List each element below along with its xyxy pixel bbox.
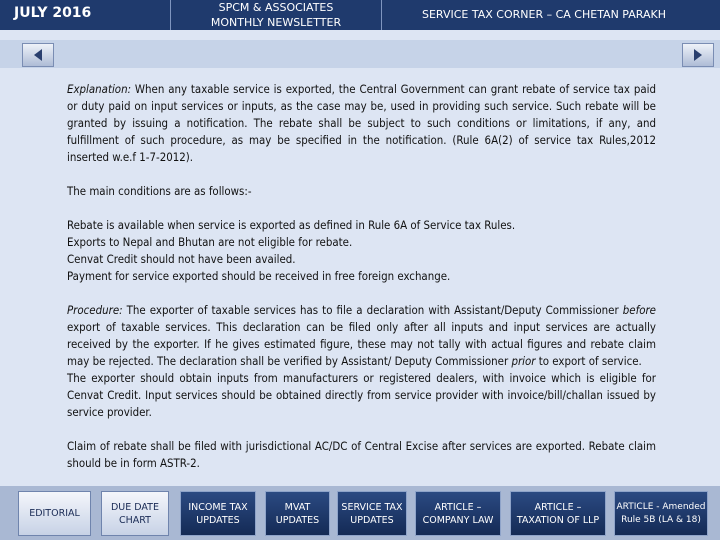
explanation-label: Explanation: <box>67 82 132 96</box>
conditions-heading: The main conditions are as follows:- <box>67 184 252 198</box>
article-taxation-llp-button[interactable]: ARTICLE – TAXATION OF LLP <box>510 491 606 536</box>
header-bar <box>0 0 720 30</box>
procedure-prior: prior <box>511 354 536 368</box>
service-tax-updates-button[interactable]: SERVICE TAX UPDATES <box>337 491 407 536</box>
service-tax-label: SERVICE TAX <box>341 501 403 513</box>
income-tax-updates-button[interactable]: INCOME TAX UPDATES <box>180 491 256 536</box>
mvat-label: MVAT <box>284 501 311 513</box>
condition-item: Exports to Nepal and Bhutan are not eligible for rebate. <box>67 235 353 249</box>
due-date-chart-button[interactable]: DUE DATE CHART <box>101 491 169 536</box>
editorial-label: EDITORIAL <box>29 508 80 519</box>
procedure-inputs-paragraph: The exporter should obtain inputs from manufacturers or registered dealers, with invoice which is eligible for Cenvat Credit. Input services should be obtained directly from service provider with invoice/bill/challan issued by service provider. <box>67 371 656 419</box>
article-company-law-button[interactable]: ARTICLE – COMPANY LAW <box>415 491 501 536</box>
arrow-right-icon <box>691 48 705 62</box>
section-title: SERVICE TAX CORNER – CA CHETAN PARAKH <box>422 8 666 21</box>
navigation-strip <box>0 40 720 68</box>
article-company-label: ARTICLE – <box>434 501 482 513</box>
procedure-label: Procedure: <box>67 303 123 317</box>
newsletter-title <box>170 0 382 30</box>
article-body <box>67 81 656 472</box>
procedure-paragraph: Procedure: The exporter of taxable services has to file a declaration with Assistant/Deputy Commissioner before export of taxable services. This declaration can be filed only after all inputs and input services are actually received by the exporter. If he gives estimated figure, these may not tally with actual figures and rebate claim may be rejected. The declaration shall be verified by Assistant/ Deputy Commissioner prior to export of service. <box>67 303 656 368</box>
explanation-paragraph <box>67 81 656 166</box>
article-amended-rule-button[interactable]: ARTICLE - Amended Rule 5B (LA & 18) <box>614 491 708 536</box>
newsletter-title-line1: SPCM & ASSOCIATES <box>218 1 334 14</box>
claim-paragraph: Claim of rebate shall be filed with jurisdictional AC/DC of Central Excise after services are exported. Rebate claim should be in form ASTR-2. <box>67 439 656 470</box>
article-rule-label: ARTICLE - Amended <box>616 501 706 512</box>
condition-item: Rebate is available when service is exported as defined in Rule 6A of Service tax Rules. <box>67 218 516 232</box>
newsletter-title-line2: MONTHLY NEWSLETTER <box>210 16 342 29</box>
condition-item: Payment for service exported should be received in free foreign exchange. <box>67 269 451 283</box>
income-tax-label: INCOME TAX <box>188 501 248 513</box>
mvat-updates-button[interactable]: MVAT UPDATES <box>265 491 330 536</box>
previous-page-button[interactable] <box>22 43 54 67</box>
explanation-text: When any taxable service is exported, the Central Government can grant rebate of service tax paid or duty paid on input services or inputs, as the case may be, used in providing such service. Such rebate will be granted by issuing a notification. The rebate shall be subject to such conditions or limitations, if any, and fulfillment of such procedure, as may be specified in the notification. (Rule 6A(2) of service tax Rules,2012 inserted w.e.f 1-7-2012). <box>67 82 656 164</box>
editorial-button[interactable] <box>18 491 91 536</box>
newsletter-date: JULY 2016 <box>14 5 92 21</box>
next-page-button[interactable] <box>682 43 714 67</box>
procedure-before: before <box>622 303 656 317</box>
due-date-label: DUE DATE <box>110 501 159 513</box>
arrow-left-icon <box>31 48 45 62</box>
condition-item: Cenvat Credit should not have been availed. <box>67 252 296 266</box>
article-taxation-label: ARTICLE – <box>534 501 582 513</box>
